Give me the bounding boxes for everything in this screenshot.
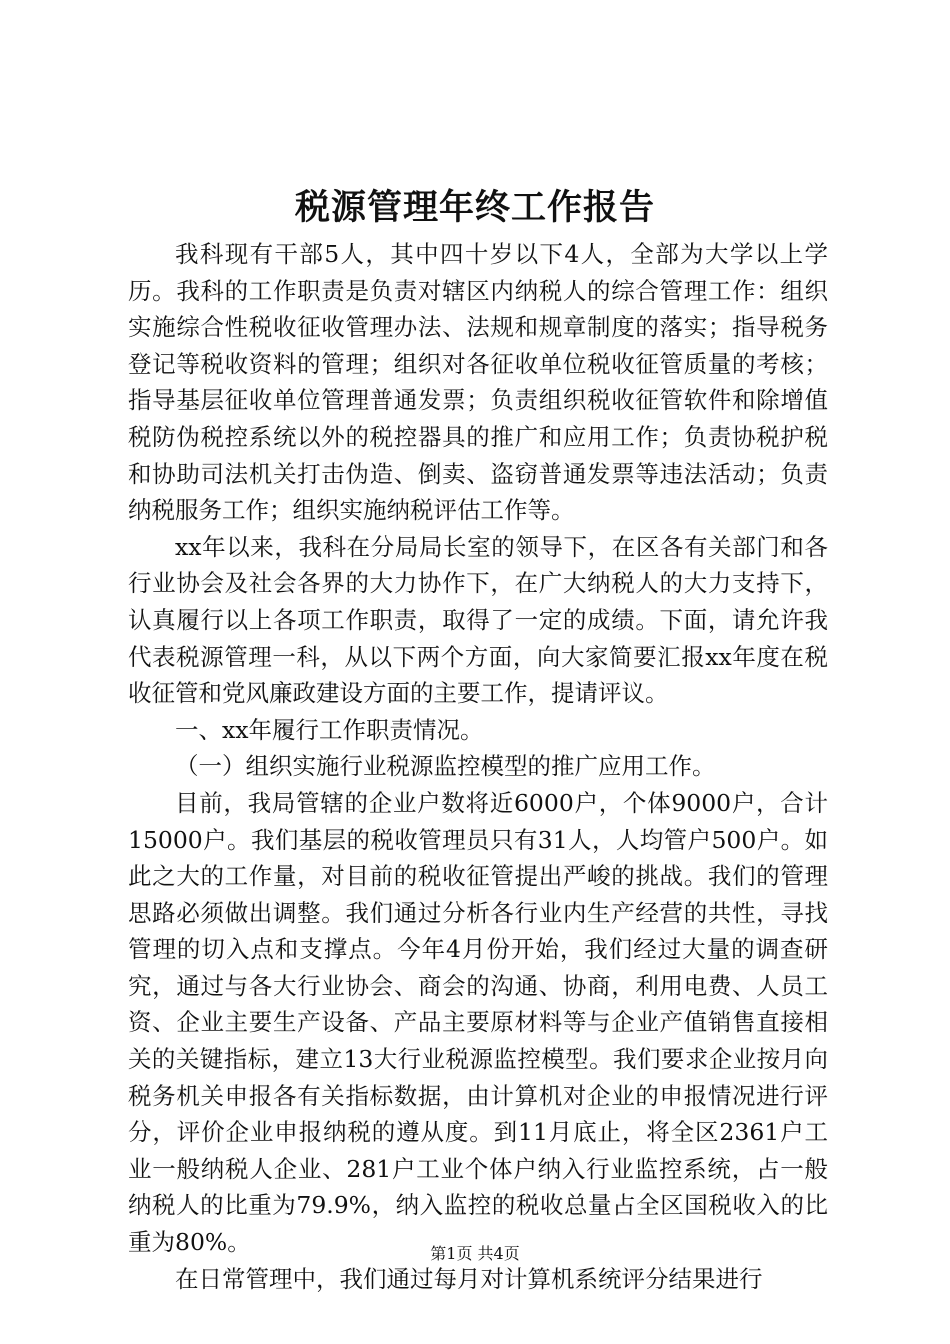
page-indicator: 第1页 共4页 — [430, 1244, 520, 1263]
paragraph-staffing-duties: 我科现有干部5人，其中四十岁以下4人，全部为大学以上学历。我科的工作职责是负责对辖区内纳税人的综合管理工作：组织实施综合性税收征收管理办法、法规和规章制度的落实；指导税务登记等税收资料的管理；组织对各征收单位税收征管质量的考核；指导基层征收单位管理普通发票；负责组织税收征管软件和除增值税防伪税控系统以外的税控器具的推广和应用工作；负责协税护税和协助司法机关打击伪造、倒卖、盗窃普通发票等违法活动；负责纳税服务工作；组织实施纳税评估工作等。 — [128, 240, 828, 525]
paragraph-annual-overview: xx年以来，我科在分局局长室的领导下，在区各有关部门和各行业协会及社会各界的大力协作下，在广大纳税人的大力支持下，认真履行以上各项工作职责，取得了一定的成绩。下面，请允许我代表税源管理一科，从以下两个方面，向大家简要汇报xx年度在税收征管和党风廉政建设方面的主要工作，提请评议。 — [128, 532, 828, 708]
section-heading-duties: 一、xx年履行工作职责情况。 — [175, 715, 484, 744]
document-body — [128, 236, 828, 1297]
paragraph-monitoring-model: 目前，我局管辖的企业户数将近6000户，个体9000户，合计15000户。我们基层的税收管理员只有31人，人均管户500户。如此之大的工作量，对目前的税收征管提出严峻的挑战。我们的管理思路必须做出调整。我们通过分析各行业内生产经营的共性，寻找管理的切入点和支撑点。今年4月份开始，我们经过大量的调查研究，通过与各大行业协会、商会的沟通、协商，利用电费、人员工资、企业主要生产设备、产品主要原材料等与企业产值销售直接相关的关键指标，建立13大行业税源监控模型。我们要求企业按月向税务机关申报各有关指标数据，由计算机对企业的申报情况进行评分，评价企业申报纳税的遵从度。到11月底止，将全区2361户工业一般纳税人企业、281户工业个体户纳入行业监控系统，占一般纳税人的比重为79.9%，纳入监控的税收总量占全区国税收入的比重为80%。 — [128, 788, 828, 1257]
paragraph-daily-management: 在日常管理中，我们通过每月对计算机系统评分结果进行 — [175, 1264, 763, 1293]
subsection-heading-monitoring-model: （一）组织实施行业税源监控模型的推广应用工作。 — [175, 752, 716, 781]
document-title: 税源管理年终工作报告 — [294, 187, 655, 228]
